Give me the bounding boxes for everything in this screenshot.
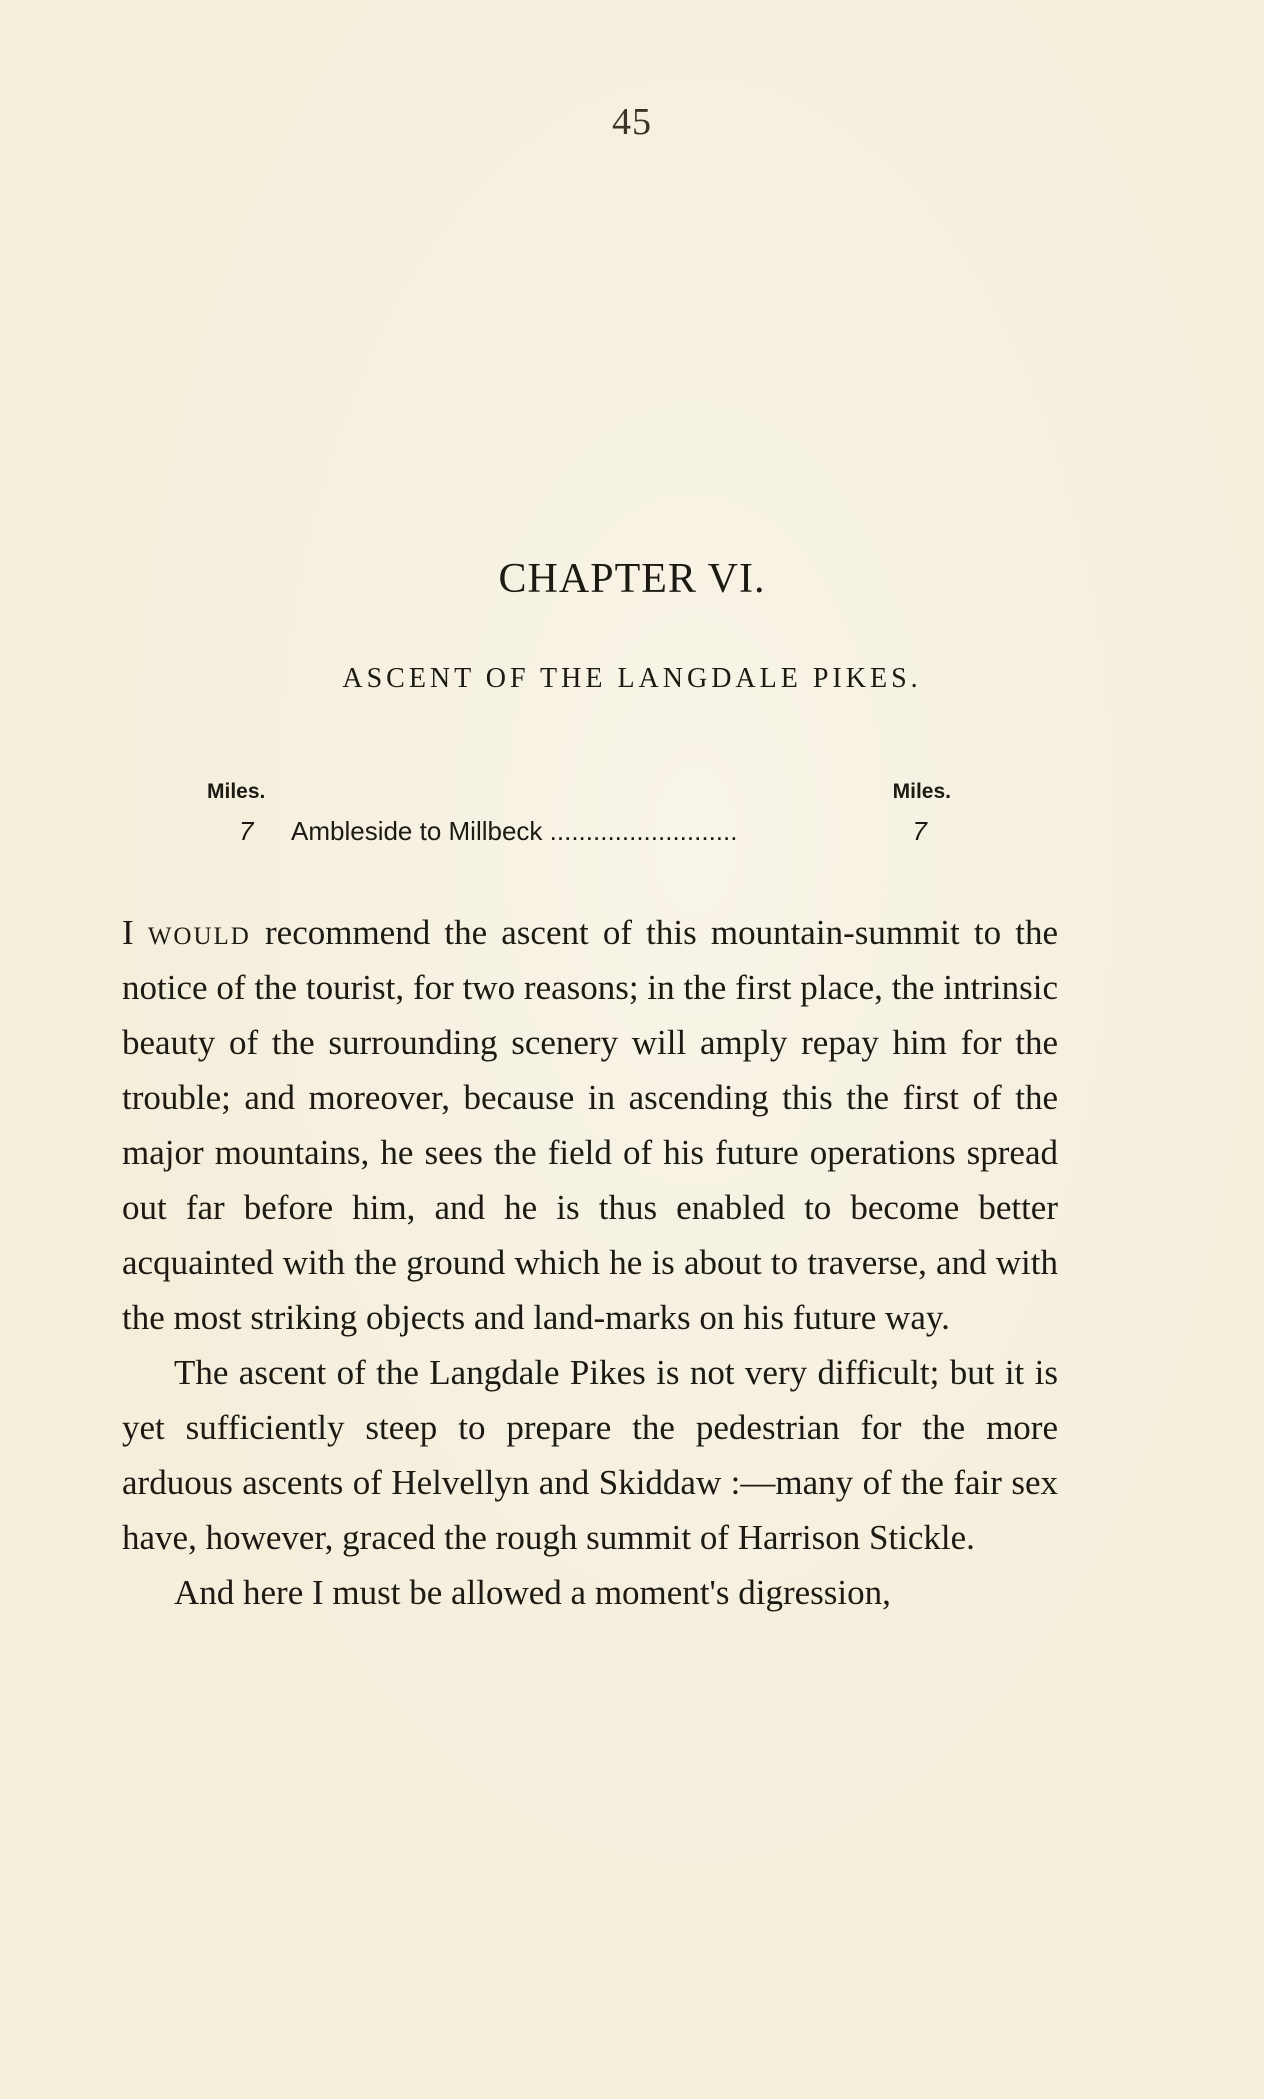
body-text xyxy=(122,905,1058,1620)
chapter-subtitle: ASCENT OF THE LANGDALE PIKES. xyxy=(342,663,922,694)
paragraph-3: And here I must be allowed a moment's digression, xyxy=(174,1573,891,1612)
paragraph-1-initial: I xyxy=(122,913,134,952)
miles-header-left: Miles. xyxy=(207,780,266,803)
paragraph-1-text: recommend the ascent of this mountain-summit to the notice of the tourist, for two reasons; in the first place, the intrinsic beauty of the surrounding scenery will amply repay him for the trouble; and moreover, because in ascending this the first of the major mountains, he sees the field of his future operations spread out far before him, and he is thus enabled to become better acquainted with the ground which he is about to traverse, and with the most striking objects and land-marks on his future way. xyxy=(122,913,1059,1337)
route-place: Ambleside to Millbeck .......................... xyxy=(291,816,738,846)
route-table xyxy=(207,780,951,856)
paragraph-1-smallcaps: would xyxy=(147,913,251,952)
route-row xyxy=(207,816,951,856)
chapter-title: CHAPTER VI. xyxy=(498,556,766,602)
route-miles-left: 7 xyxy=(239,816,254,846)
route-miles-right: 7 xyxy=(912,816,927,846)
paragraph-2: The ascent of the Langdale Pikes is not very difficult; but it is yet sufficiently steep to prepare the pedestrian for the more arduous ascents of Helvellyn and Skiddaw :—many of the fair sex have, however, graced the rough summit of Harrison Stickle. xyxy=(122,1353,1058,1557)
miles-header-right: Miles. xyxy=(892,780,951,803)
paragraph-1 xyxy=(122,905,1058,1345)
route-table-header xyxy=(207,780,951,812)
page-number: 45 xyxy=(612,101,652,143)
